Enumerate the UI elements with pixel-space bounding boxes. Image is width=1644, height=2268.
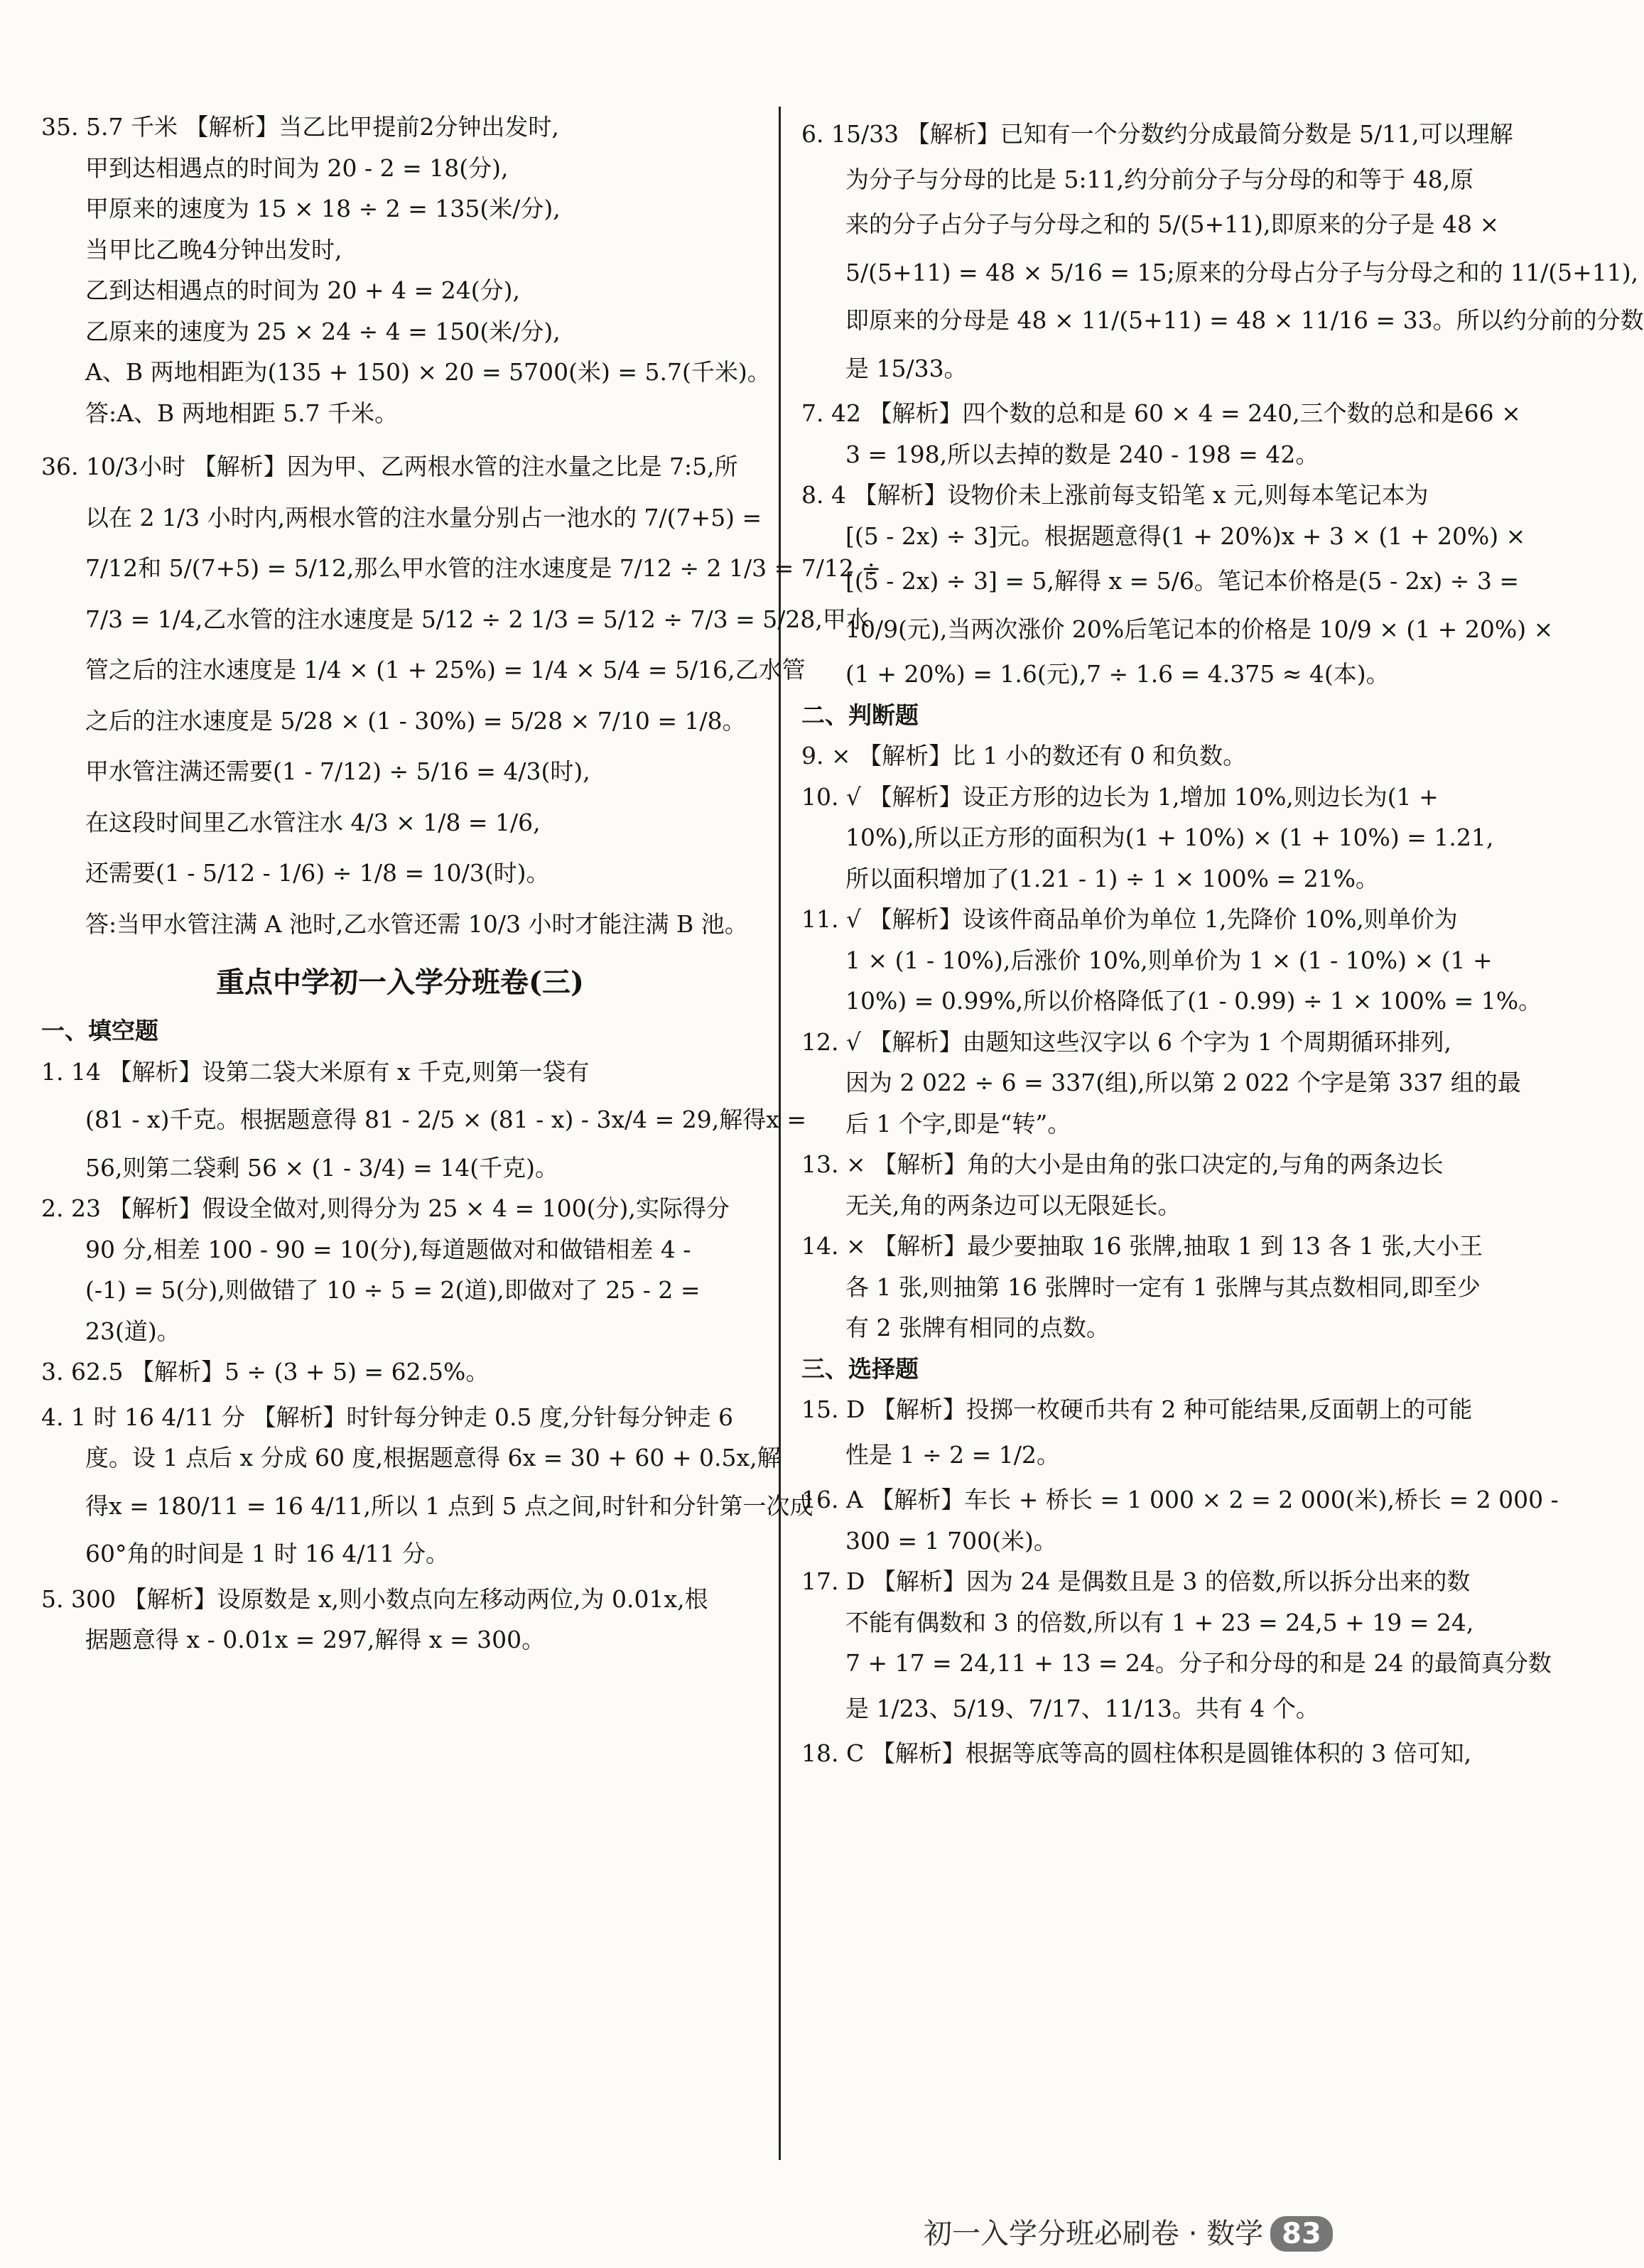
- answer-line: (1 + 20%) = 1.6(元),7 ÷ 1.6 = 4.375 ≈ 4(本)。: [845, 660, 1390, 688]
- answer-line: 性是 1 ÷ 2 = 1/2。: [845, 1440, 1060, 1469]
- answer-line: 10%) = 0.99%,所以价格降低了(1 - 0.99) ÷ 1 × 100% = 1%。: [845, 987, 1542, 1015]
- answer-line: 36. 10/3小时 【解析】因为甲、乙两根水管的注水量之比是 7:5,所: [41, 453, 738, 480]
- answer-line: 7 + 17 = 24,11 + 13 = 24。分子和分母的和是 24 的最简真分数: [845, 1649, 1552, 1677]
- answer-line: 1 × (1 - 10%),后涨价 10%,则单价为 1 × (1 - 10%) × (1 +: [845, 946, 1493, 974]
- exam-title: 重点中学初一入学分班卷(三): [216, 966, 584, 999]
- answer-line: 所以面积增加了(1.21 - 1) ÷ 1 × 100% = 21%。: [845, 864, 1379, 892]
- page-number: 83: [1270, 2216, 1333, 2252]
- answer-line: 之后的注水速度是 5/28 × (1 - 30%) = 5/28 × 7/10 = 1/8。: [85, 706, 746, 735]
- answer-line: 当甲比乙晚4分钟出发时,: [85, 235, 342, 264]
- answer-line: 11. √ 【解析】设该件商品单价为单位 1,先降价 10%,则单价为: [801, 905, 1458, 933]
- answer-line: 是 15/33。: [845, 354, 968, 382]
- answer-line: 15. D 【解析】投掷一枚硬币共有 2 种可能结果,反面朝上的可能: [801, 1395, 1473, 1423]
- answer-line: 10%),所以正方形的面积为(1 + 10%) × (1 + 10%) = 1.21,: [845, 824, 1494, 851]
- answer-line: 以在 2 1/3 小时内,两根水管的注水量分别占一池水的 7/(7+5) =: [85, 503, 762, 531]
- answer-line: 在这段时间里乙水管注水 4/3 × 1/8 = 1/6,: [85, 808, 541, 836]
- answer-line: 300 = 1 700(米)。: [845, 1526, 1057, 1555]
- answer-line: 8. 4 【解析】设物价未上涨前每支铅笔 x 元,则每本笔记本为: [801, 481, 1429, 509]
- answer-line: (-1) = 5(分),则做错了 10 ÷ 5 = 2(道),即做对了 25 - 2 =: [85, 1276, 701, 1304]
- answer-line: 还需要(1 - 5/12 - 1/6) ÷ 1/8 = 10/3(时)。: [85, 859, 550, 887]
- section-heading: 二、判断题: [801, 701, 919, 729]
- answer-line: 1. 14 【解析】设第二袋大米原有 x 千克,则第一袋有: [41, 1057, 590, 1086]
- right-column: [801, 107, 1644, 1774]
- answer-line: 乙原来的速度为 25 × 24 ÷ 4 = 150(米/分),: [85, 317, 561, 345]
- answer-line: [(5 - 2x) ÷ 3]元。根据题意得(1 + 20%)x + 3 × (1 + 20%) ×: [845, 522, 1526, 550]
- answer-line: 5/(5+11) = 48 × 5/16 = 15;原来的分母占分子与分母之和的 11/(5+11),: [845, 258, 1639, 286]
- answer-line: 6. 15/33 【解析】已知有一个分数约分成最简分数是 5/11,可以理解: [801, 120, 1513, 148]
- answer-line: 度。设 1 点后 x 分成 60 度,根据题意得 6x = 30 + 60 + 0.5x,解: [85, 1444, 781, 1472]
- answer-line: 不能有偶数和 3 的倍数,所以有 1 + 23 = 24,5 + 19 = 24,: [845, 1608, 1474, 1636]
- answer-line: [(5 - 2x) ÷ 3] = 5,解得 x = 5/6。笔记本价格是(5 - 2x) ÷ 3 =: [845, 567, 1520, 595]
- answer-line: 后 1 个字,即是“转”。: [845, 1109, 1071, 1138]
- answer-line: 90 分,相差 100 - 90 = 10(分),每道题做对和做错相差 4 -: [85, 1235, 691, 1263]
- answer-line: 无关,角的两条边可以无限延长。: [845, 1191, 1181, 1219]
- answer-line: 因为 2 022 ÷ 6 = 337(组),所以第 2 022 个字是第 337 组的最: [845, 1069, 1521, 1096]
- answer-line: 甲原来的速度为 15 × 18 ÷ 2 = 135(米/分),: [85, 195, 561, 222]
- answer-line: 14. × 【解析】最少要抽取 16 张牌,抽取 1 到 13 各 1 张,大小王: [801, 1232, 1483, 1260]
- answer-line: 3 = 198,所以去掉的数是 240 - 198 = 42。: [845, 440, 1319, 468]
- answer-line: 得x = 180/11 = 16 4/11,所以 1 点到 5 点之间,时针和分针第一次成: [85, 1491, 813, 1520]
- section-heading: 三、选择题: [801, 1354, 919, 1383]
- answer-line: 7/12和 5/(7+5) = 5/12,那么甲水管的注水速度是 7/12 ÷ 2 1/3 = 7/12 ÷: [85, 554, 882, 582]
- answer-line: 10/9(元),当两次涨价 20%后笔记本的价格是 10/9 × (1 + 20%) ×: [845, 615, 1554, 643]
- answer-line: 35. 5.7 千米 【解析】当乙比甲提前2分钟出发时,: [41, 113, 559, 141]
- answer-line: 各 1 张,则抽第 16 张牌时一定有 1 张牌与其点数相同,即至少: [845, 1273, 1481, 1301]
- answer-line: 4. 1 时 16 4/11 分 【解析】时针每分钟走 0.5 度,分针每分钟走 6: [41, 1403, 733, 1431]
- answer-line: 乙到达相遇点的时间为 20 + 4 = 24(分),: [85, 276, 520, 304]
- answer-line: 7. 42 【解析】四个数的总和是 60 × 4 = 240,三个数的总和是66 ×: [801, 399, 1521, 427]
- footer-title: 初一入学分班必刷卷 · 数学: [924, 2218, 1264, 2250]
- answer-line: 18. C 【解析】根据等底等高的圆柱体积是圆锥体积的 3 倍可知,: [801, 1739, 1472, 1767]
- answer-line: 9. × 【解析】比 1 小的数还有 0 和负数。: [801, 742, 1247, 770]
- answer-line: 17. D 【解析】因为 24 是偶数且是 3 的倍数,所以拆分出来的数: [801, 1567, 1471, 1595]
- answer-line: 5. 300 【解析】设原数是 x,则小数点向左移动两位,为 0.01x,根: [41, 1584, 708, 1613]
- answer-line: A、B 两地相距为(135 + 150) × 20 = 5700(米) = 5.7(千米)。: [85, 358, 771, 386]
- answer-line: 据题意得 x - 0.01x = 297,解得 x = 300。: [85, 1626, 546, 1653]
- answer-line: 7/3 = 1/4,乙水管的注水速度是 5/12 ÷ 2 1/3 = 5/12 ÷ 7/3 = 5/28,甲水: [85, 605, 870, 633]
- section-heading: 一、填空题: [41, 1017, 158, 1044]
- answer-line: 管之后的注水速度是 1/4 × (1 + 25%) = 1/4 × 5/4 = 5/16,乙水管: [85, 656, 806, 684]
- answer-line: 56,则第二袋剩 56 × (1 - 3/4) = 14(千克)。: [85, 1153, 558, 1182]
- answer-line: 甲到达相遇点的时间为 20 - 2 = 18(分),: [85, 153, 509, 182]
- answer-line: 2. 23 【解析】假设全做对,则得分为 25 × 4 = 100(分),实际得分: [41, 1194, 730, 1222]
- page-footer: [924, 2211, 1333, 2252]
- answer-line: 答:A、B 两地相距 5.7 千米。: [85, 399, 399, 427]
- answer-line: 来的分子占分子与分母之和的 5/(5+11),即原来的分子是 48 ×: [845, 210, 1500, 238]
- answer-line: 答:当甲水管注满 A 池时,乙水管还需 10/3 小时才能注满 B 池。: [85, 909, 748, 938]
- answer-line: 甲水管注满还需要(1 - 7/12) ÷ 5/16 = 4/3(时),: [85, 757, 590, 785]
- answer-line: 是 1/23、5/19、7/17、11/13。共有 4 个。: [845, 1694, 1319, 1722]
- answer-line: 13. × 【解析】角的大小是由角的张口决定的,与角的两条边长: [801, 1150, 1444, 1178]
- answer-line: 有 2 张牌有相同的点数。: [845, 1314, 1110, 1341]
- answer-line: 23(道)。: [85, 1317, 180, 1345]
- answer-line: 10. √ 【解析】设正方形的边长为 1,增加 10%,则边长为(1 +: [801, 782, 1439, 811]
- answer-line: 3. 62.5 【解析】5 ÷ (3 + 5) = 62.5%。: [41, 1358, 490, 1386]
- answer-line: 为分子与分母的比是 5:11,约分前分子与分母的和等于 48,原: [845, 165, 1474, 193]
- answer-line: 16. A 【解析】车长 + 桥长 = 1 000 × 2 = 2 000(米),桥长 = 2 000 -: [801, 1486, 1559, 1513]
- answer-line: 12. √ 【解析】由题知这些汉字以 6 个字为 1 个周期循环排列,: [801, 1027, 1451, 1056]
- answer-line: (81 - x)千克。根据题意得 81 - 2/5 × (81 - x) - 3x/4 = 29,解得x =: [85, 1106, 807, 1133]
- answer-line: 60°角的时间是 1 时 16 4/11 分。: [85, 1540, 450, 1567]
- answer-line: 即原来的分母是 48 × 11/(5+11) = 48 × 11/16 = 33。所以约分前的分数: [845, 306, 1644, 334]
